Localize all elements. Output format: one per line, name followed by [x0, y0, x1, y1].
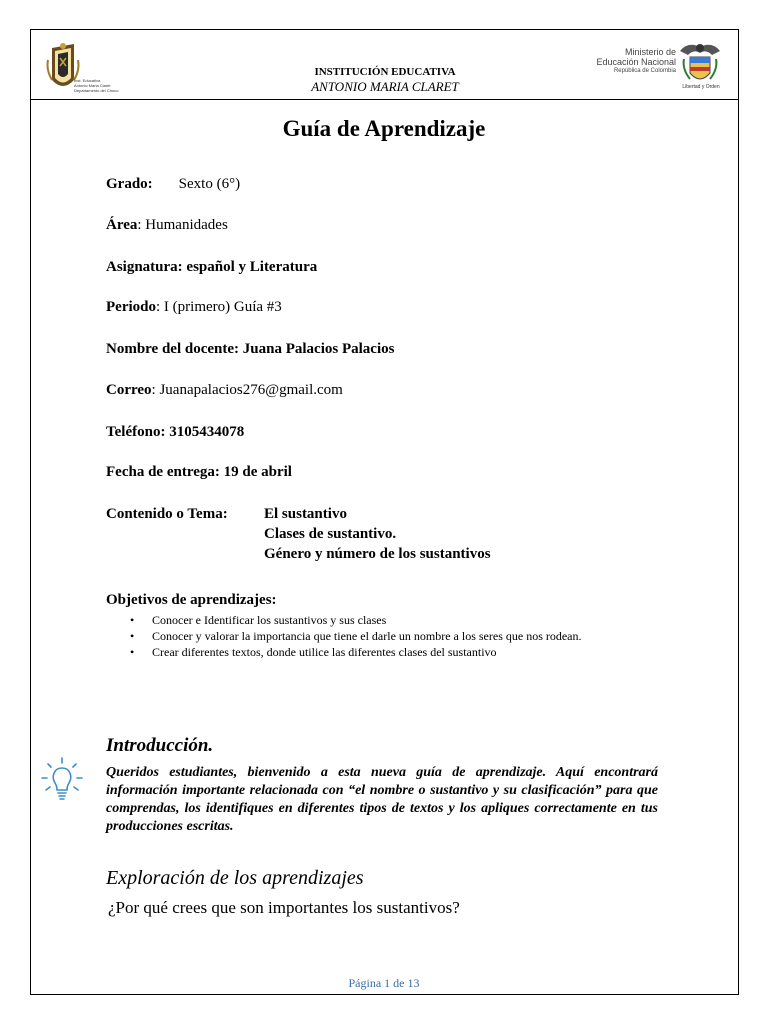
bullet-icon: • [130, 645, 135, 659]
tema-label: Contenido o Tema: [106, 506, 228, 522]
list-item [130, 612, 650, 628]
ministry-line-2: Educación Nacional [596, 57, 676, 67]
tema-item: El sustantivo [264, 506, 347, 522]
correo-value: : Juanapalacios276@gmail.com [151, 382, 343, 398]
seal-motto: Libertad y Orden [682, 84, 720, 90]
field-fecha: Fecha de entrega: 19 de abril [106, 464, 292, 480]
tema-item: Género y número de los sustantivos [264, 546, 491, 562]
page-title: Guía de Aprendizaje [282, 116, 486, 141]
grado-value: Sexto (6°) [178, 176, 241, 192]
grado-label: Grado: [106, 176, 153, 192]
lightbulb-icon [40, 756, 84, 806]
area-label: Área [106, 217, 138, 233]
crest-caption-line: Inst. Educativa [74, 78, 101, 83]
page-number: Página 1 de 13 [348, 976, 420, 990]
periodo-label: Periodo [106, 299, 156, 315]
area-value: : Humanidades [137, 217, 228, 233]
objetivos-title: Objetivos de aprendizajes: [106, 592, 277, 608]
objetivos-list [130, 612, 650, 660]
header-divider [30, 99, 738, 100]
periodo-value: : I (primero) Guía #3 [156, 299, 282, 315]
tema-item: Clases de sustantivo. [264, 526, 397, 542]
institution-name [285, 66, 485, 94]
list-item [130, 644, 650, 660]
crest-caption-line: Departamento del Choco [74, 88, 119, 93]
correo-label: Correo [106, 382, 152, 398]
objetivo-text: Conocer y valorar la importancia que tiene el darle un nombre a los seres que nos rodean. [152, 629, 582, 643]
field-area [106, 216, 228, 234]
crest-caption-line: Antonio Maria Claret [74, 83, 111, 88]
bullet-icon: • [130, 613, 135, 627]
field-grado [106, 175, 240, 193]
bullet-icon: • [130, 629, 135, 643]
tema-list [264, 504, 491, 564]
exploracion-heading: Exploración de los aprendizajes [106, 867, 364, 889]
objetivo-text: Conocer e Identificar los sustantivos y sus clases [152, 613, 387, 627]
field-telefono: Teléfono: 3105434078 [106, 424, 245, 440]
introduccion-body: Queridos estudiantes, bienvenido a esta nueva guía de aprendizaje. Aquí encontrará información importante relacionada con “el nombre o sustantivo y su clasificación” para que comprendas, los identifiques en diferentes tipos de textos y los apliques correctamente en tus producciones escritas. [106, 765, 658, 834]
field-correo [106, 381, 343, 399]
ministry-text [596, 47, 676, 75]
institution-line-1: INSTITUCIÓN EDUCATIVA [314, 66, 456, 78]
ministry-line-1: Ministerio de [624, 47, 676, 57]
field-docente: Nombre del docente: Juana Palacios Palacios [106, 341, 395, 357]
objetivo-text: Crear diferentes textos, donde utilice las diferentes clases del sustantivo [152, 645, 497, 659]
crest-caption [74, 78, 118, 93]
field-asignatura: Asignatura: español y Literatura [106, 259, 318, 275]
field-periodo [106, 298, 282, 316]
institution-line-2: ANTONIO MARIA CLARET [311, 79, 459, 94]
ministry-line-3: República de Colombia [613, 68, 676, 74]
exploracion-question: ¿Por qué crees que son importantes los sustantivos? [108, 898, 460, 917]
introduccion-heading: Introducción. [106, 735, 214, 756]
list-item [130, 628, 650, 644]
